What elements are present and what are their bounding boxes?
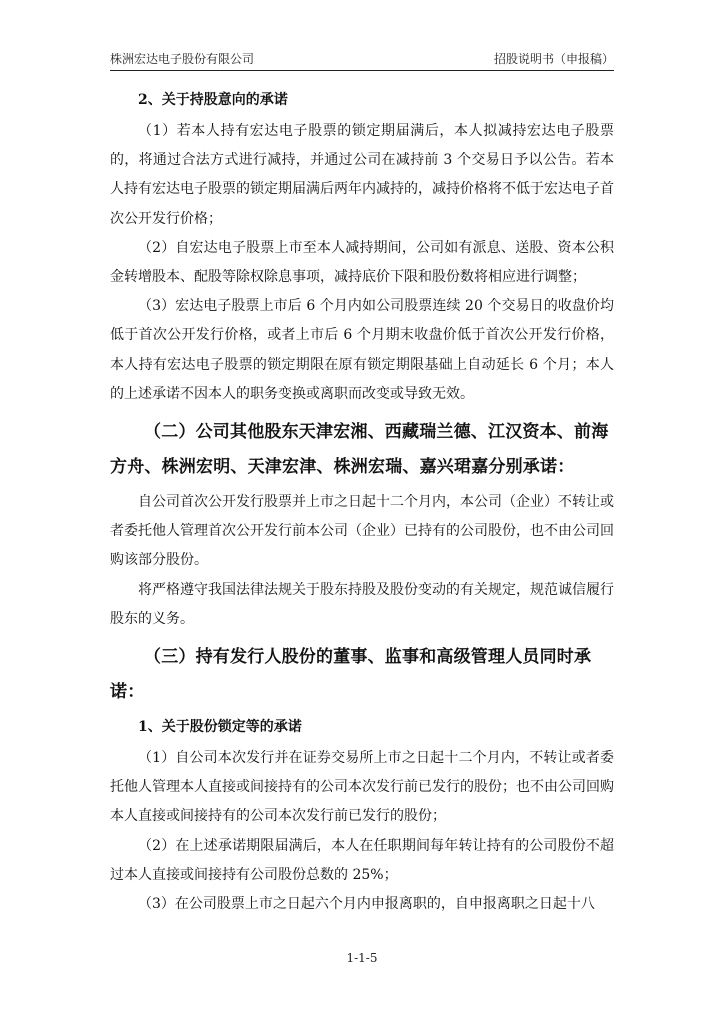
paragraph-compliance: 将严格遵守我国法律法规关于股东持股及股份变动的有关规定，规范诚信履行股东的义务。 [110,581,614,627]
page-content [110,86,614,919]
header-document-title: 招股说明书（申报稿） [493,52,614,66]
page-footer [0,950,724,966]
paragraph-no-transfer-twelve-months: （1）自公司本次发行并在证券交易所上市之日起十二个月内，不转让或者委托他人管理本人直接或间接持有的公司本次发行前已发行的股份；也不由公司回购本人直接或间接持有的公司本次发行前已发行的股份； [110,750,614,825]
section-heading-share-lockup: 1、关于股份锁定等的承诺 [138,719,302,736]
section-heading-holding-intent: 2、关于持股意向的承诺 [138,92,288,108]
page-header [110,50,614,71]
paragraph-lockup-extension: （3）宏达电子股票上市后 6 个月内如公司股票连续 20 个交易日的收盘价均低于首次公开发行价格，或者上市后 6 个月期末收盘价低于首次公开发行价格，本人持有宏达电子股票的锁定期限在原有锁定期限基础上自动延长 6 个月；本人的上述承诺不因本人的职务变换或离职而改变或导致无效。 [110,298,614,402]
header-company-name: 株洲宏达电子股份有限公司 [110,52,255,66]
paragraph-annual-transfer-limit: （2）在上述承诺期限届满后，本人在任职期间每年转让持有的公司股份不超过本人直接或间接持有公司股份总数的 25%； [110,837,614,883]
section-heading-other-shareholders: （二）公司其他股东天津宏湘、西藏瑞兰德、江汉资本、前海方舟、株洲宏明、天津宏津、株洲宏瑞、嘉兴珺嘉分别承诺： [110,422,609,478]
paragraph-ex-rights-adjustment: （2）自宏达电子股票上市至本人减持期间，公司如有派息、送股、资本公积金转增股本、配股等除权除息事项，减持底价下限和股份数将相应进行调整； [110,239,614,286]
paragraph-resignation-rule: （3）在公司股票上市之日起六个月内申报离职的，自申报离职之日起十八 [138,896,595,913]
paragraph-twelve-month-lockup: 自公司首次公开发行股票并上市之日起十二个月内，本公司（企业）不转让或者委托他人管理首次公开发行前本公司（企业）已持有的公司股份，也不由公司回购该部分股份。 [110,494,614,569]
section-heading-directors-commitment: （三）持有发行人股份的董事、监事和高级管理人员同时承诺： [110,647,592,703]
paragraph-reduction-after-lockup: （1）若本人持有宏达电子股票的锁定期届满后，本人拟减持宏达电子股票的，将通过合法方式进行减持，并通过公司在减持前 3 个交易日予以公告。若本人持有宏达电子股票的锁定期届满后两年内减持的，减持价格将不低于宏达电子首次公开发行价格； [110,123,614,227]
page-number: 1-1-5 [346,951,378,965]
